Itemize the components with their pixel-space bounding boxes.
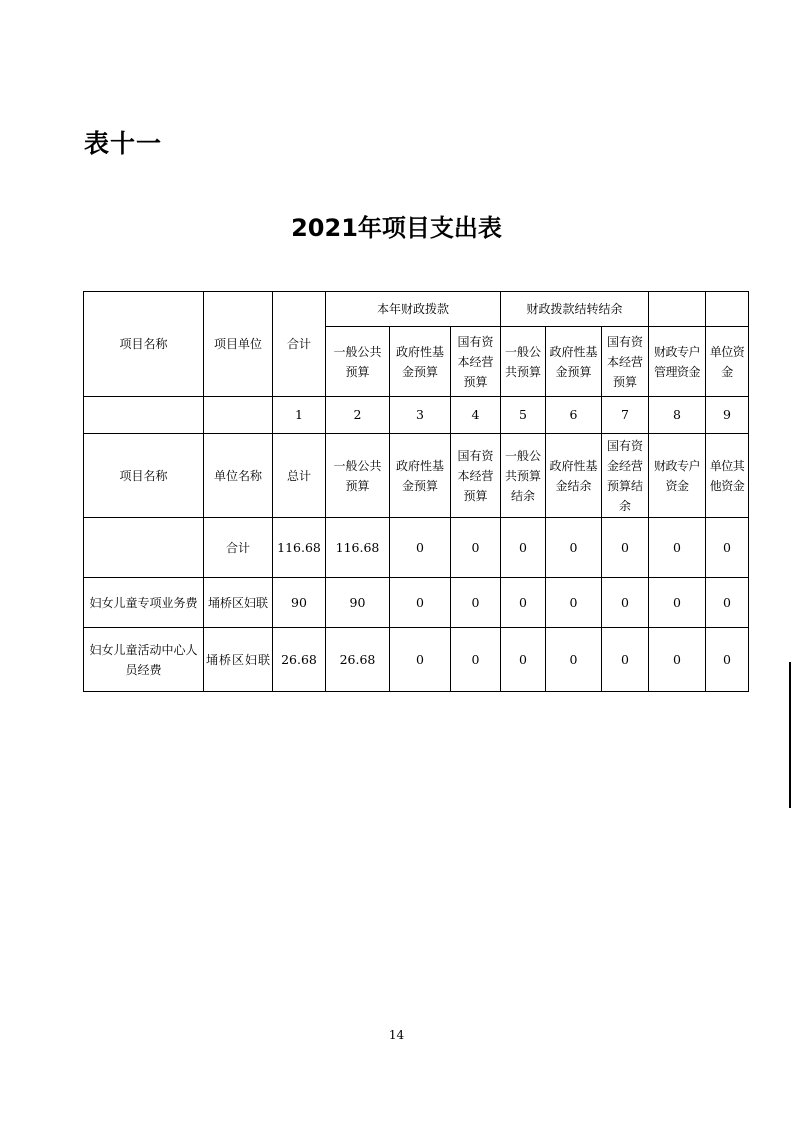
margin-rule-line xyxy=(789,662,791,808)
index-blank-2 xyxy=(204,397,273,434)
index-cell: 5 xyxy=(501,397,546,434)
value-cell: 0 xyxy=(501,628,546,692)
index-cell: 7 xyxy=(602,397,649,434)
value-cell: 0 xyxy=(649,578,706,628)
header2-fund-carry: 政府性基金结余 xyxy=(546,434,602,518)
header-blank-9 xyxy=(706,292,749,327)
index-blank-1 xyxy=(84,397,204,434)
value-cell: 26.68 xyxy=(326,628,390,692)
header-current-year-appropriation: 本年财政拨款 xyxy=(326,292,501,327)
header-row-3 xyxy=(84,434,749,518)
row-project-name: 妇女儿童活动中心人员经费 xyxy=(84,628,204,692)
header-approp-fund: 政府性基金预算 xyxy=(390,327,451,397)
row-unit: 埇桥区妇联 xyxy=(204,628,273,692)
header-carryover: 财政拨款结转结余 xyxy=(501,292,649,327)
value-cell: 116.68 xyxy=(326,518,390,578)
header2-general-carry: 一般公共预算结余 xyxy=(501,434,546,518)
value-cell: 0 xyxy=(451,518,501,578)
header2-grand-total: 总计 xyxy=(273,434,326,518)
header2-state-carry: 国有资金经营预算结余 xyxy=(602,434,649,518)
value-cell: 0 xyxy=(451,628,501,692)
total-row-blank xyxy=(84,518,204,578)
value-cell: 0 xyxy=(390,578,451,628)
value-cell: 0 xyxy=(501,578,546,628)
index-cell: 9 xyxy=(706,397,749,434)
value-cell: 0 xyxy=(649,628,706,692)
value-cell: 0 xyxy=(706,578,749,628)
row-unit: 埇桥区妇联 xyxy=(204,578,273,628)
value-cell: 0 xyxy=(602,578,649,628)
value-cell: 90 xyxy=(326,578,390,628)
header-carry-state: 国有资本经营预算 xyxy=(602,327,649,397)
project-expenditure-table xyxy=(83,291,749,692)
header-row-1 xyxy=(84,292,749,327)
index-cell: 2 xyxy=(326,397,390,434)
value-cell: 0 xyxy=(706,628,749,692)
header-carry-fund: 政府性基金预算 xyxy=(546,327,602,397)
index-row xyxy=(84,397,749,434)
total-row-label: 合计 xyxy=(204,518,273,578)
header2-unit-other: 单位其他资金 xyxy=(706,434,749,518)
header-approp-state: 国有资本经营预算 xyxy=(451,327,501,397)
table-row xyxy=(84,578,749,628)
header-approp-general: 一般公共预算 xyxy=(326,327,390,397)
total-row xyxy=(84,518,749,578)
value-cell: 0 xyxy=(602,518,649,578)
value-cell: 0 xyxy=(451,578,501,628)
value-cell: 0 xyxy=(390,628,451,692)
header-special-account: 财政专户管理资金 xyxy=(649,327,706,397)
index-cell: 3 xyxy=(390,397,451,434)
header2-special: 财政专户资金 xyxy=(649,434,706,518)
value-cell: 0 xyxy=(390,518,451,578)
value-cell: 0 xyxy=(501,518,546,578)
value-cell: 0 xyxy=(649,518,706,578)
header-total: 合计 xyxy=(273,292,326,397)
header2-general: 一般公共预算 xyxy=(326,434,390,518)
index-cell: 1 xyxy=(273,397,326,434)
header-blank-8 xyxy=(649,292,706,327)
header2-fund: 政府性基金预算 xyxy=(390,434,451,518)
value-cell: 26.68 xyxy=(273,628,326,692)
value-cell: 0 xyxy=(602,628,649,692)
page-number: 14 xyxy=(388,1028,405,1042)
header2-state: 国有资本经营预算 xyxy=(451,434,501,518)
value-cell: 90 xyxy=(273,578,326,628)
index-cell: 4 xyxy=(451,397,501,434)
index-cell: 6 xyxy=(546,397,602,434)
table-number-label: 表十一 xyxy=(84,129,163,158)
value-cell: 0 xyxy=(706,518,749,578)
header2-unit-name: 单位名称 xyxy=(204,434,273,518)
table-row xyxy=(84,628,749,692)
header2-project-name: 项目名称 xyxy=(84,434,204,518)
row-project-name: 妇女儿童专项业务费 xyxy=(84,578,204,628)
value-cell: 0 xyxy=(546,628,602,692)
value-cell: 116.68 xyxy=(273,518,326,578)
document-title: 2021年项目支出表 xyxy=(291,214,502,242)
value-cell: 0 xyxy=(546,518,602,578)
index-cell: 8 xyxy=(649,397,706,434)
header-project-name: 项目名称 xyxy=(84,292,204,397)
value-cell: 0 xyxy=(546,578,602,628)
header-unit-funds: 单位资金 xyxy=(706,327,749,397)
header-carry-general: 一般公共预算 xyxy=(501,327,546,397)
header-project-unit: 项目单位 xyxy=(204,292,273,397)
